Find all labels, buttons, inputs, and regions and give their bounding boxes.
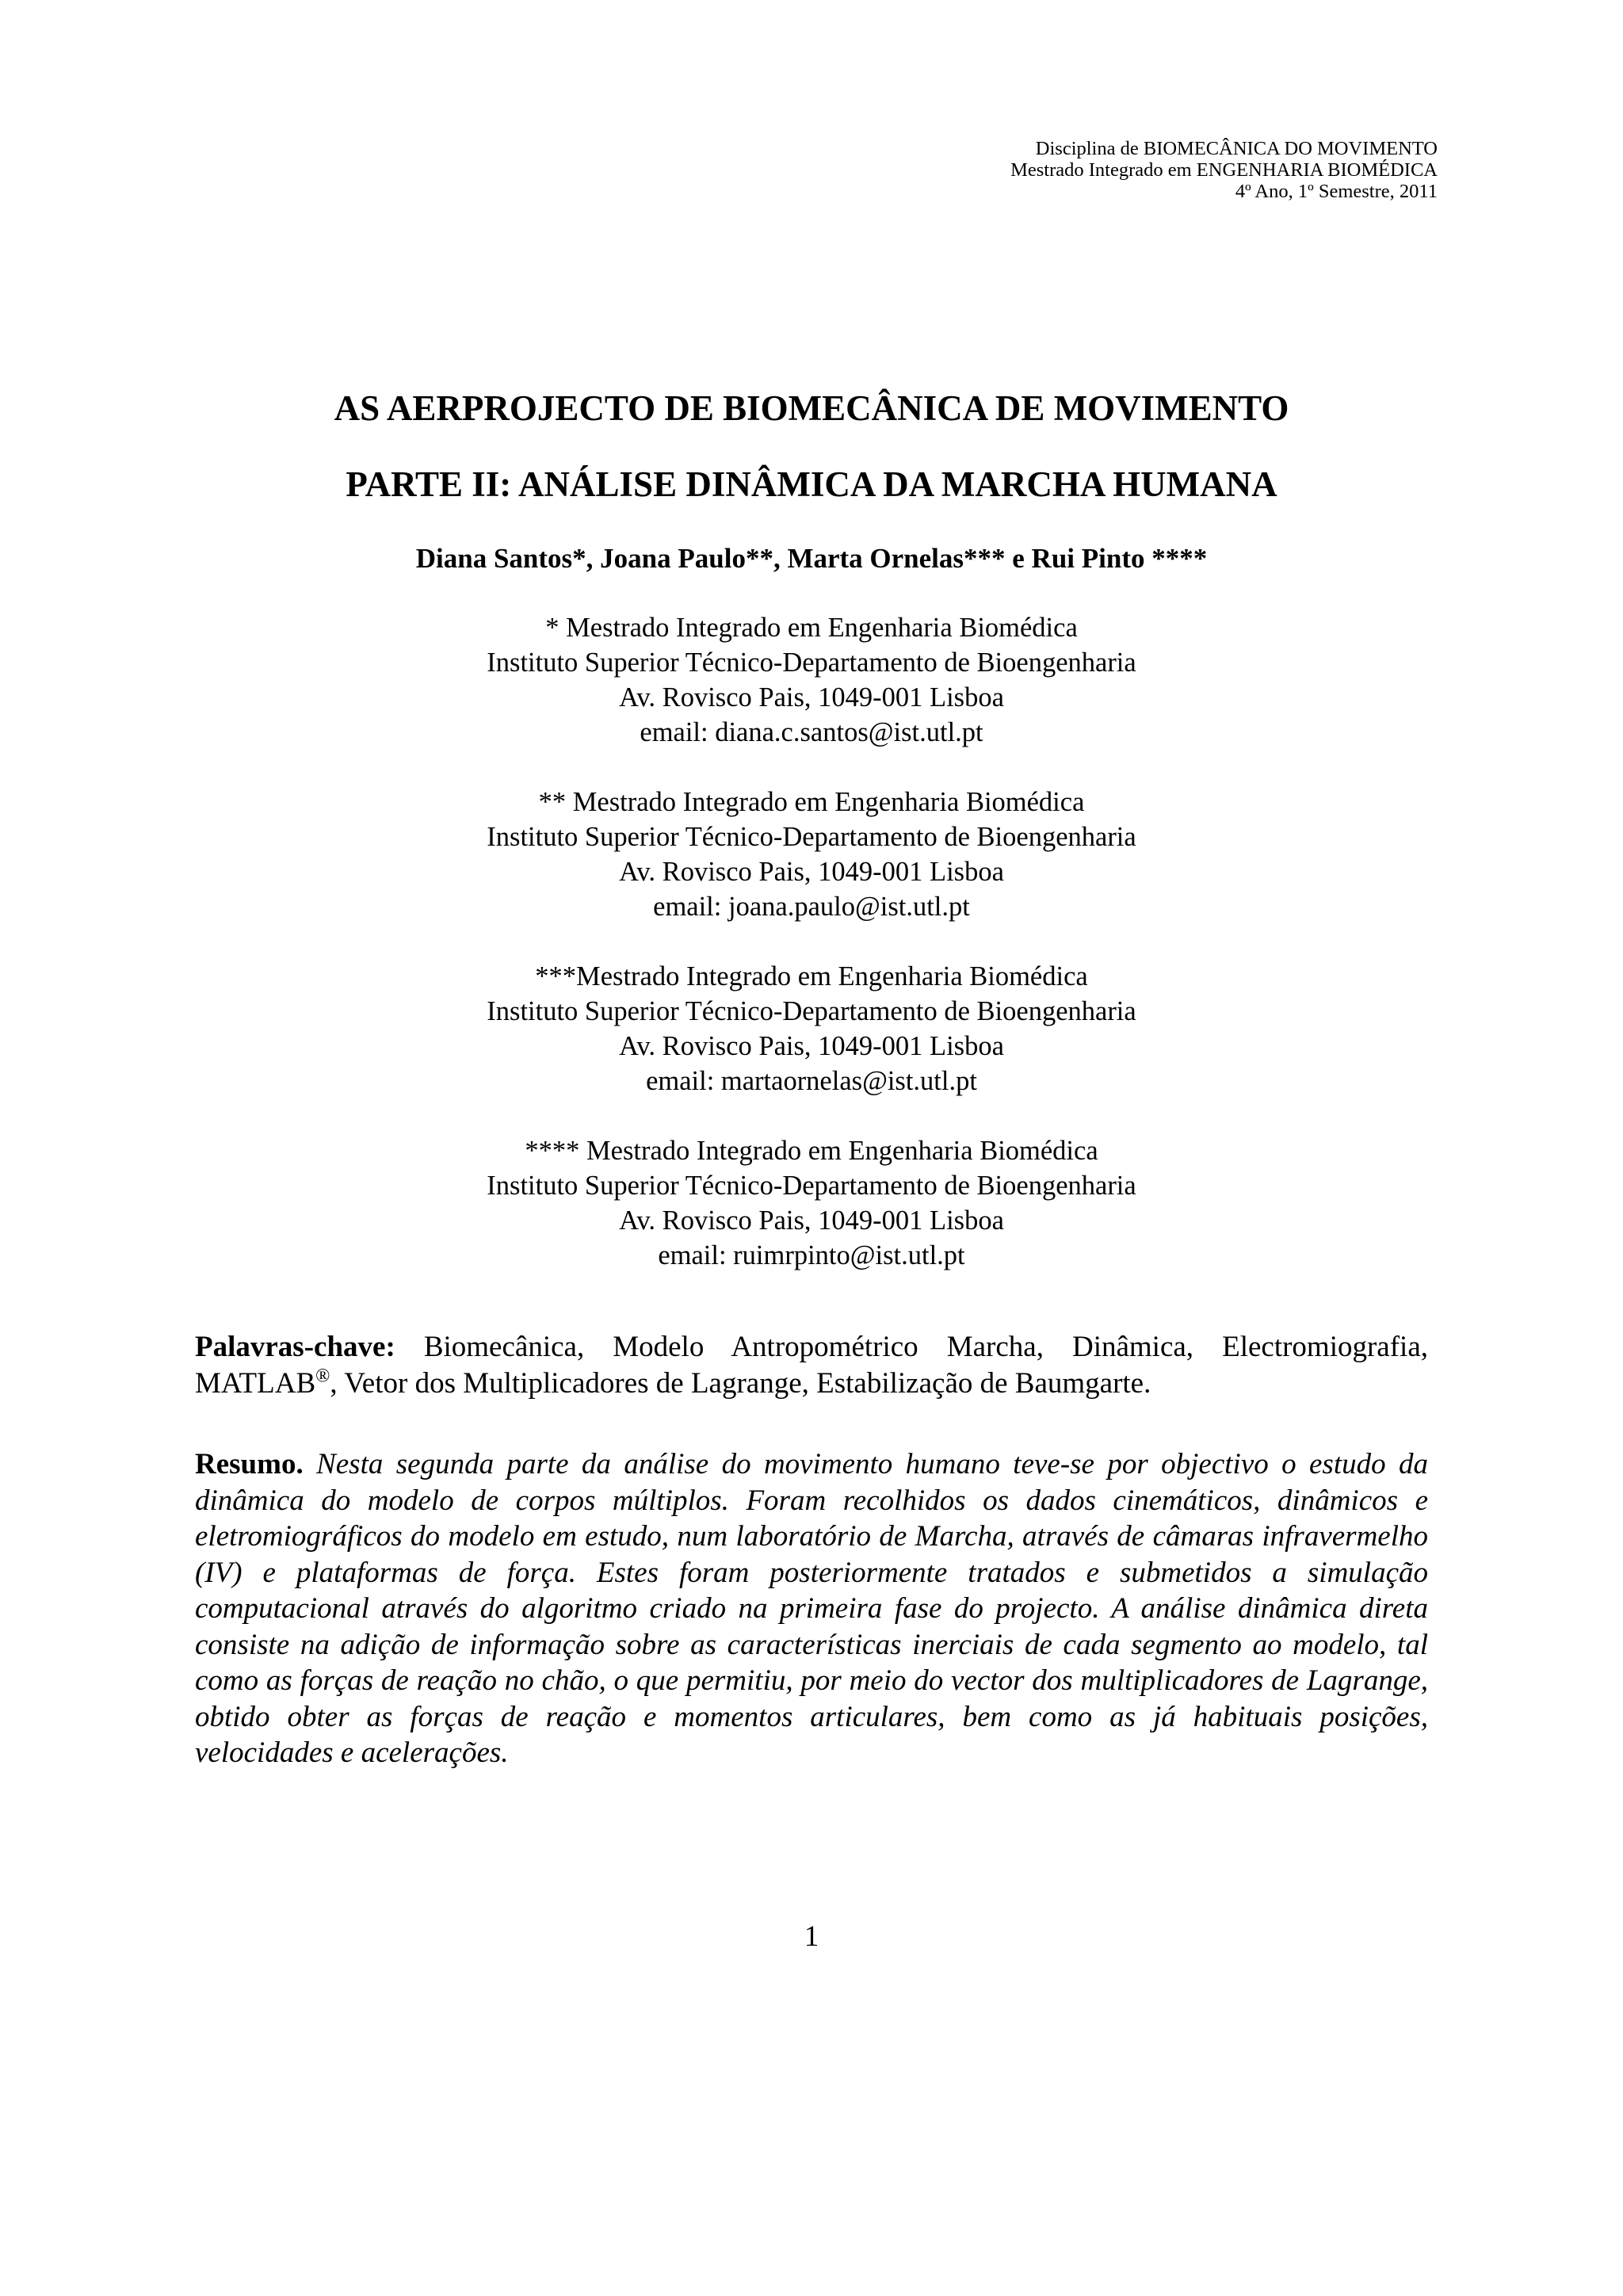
paper-title: AS AERPROJECTO DE BIOMECÂNICA DE MOVIMENTO [334, 388, 1289, 428]
affiliation-institute: Instituto Superior Técnico-Departamento de Bioengenharia [487, 1171, 1136, 1201]
affiliation-address: Av. Rovisco Pais, 1049-001 Lisboa [619, 682, 1004, 712]
affiliation-address: Av. Rovisco Pais, 1049-001 Lisboa [619, 857, 1004, 887]
header-program-line: Mestrado Integrado em ENGENHARIA BIOMÉDICA [1010, 159, 1438, 181]
page-number: 1 [804, 1920, 819, 1953]
affiliation-program: ***Mestrado Integrado em Engenharia Biomédica [535, 961, 1088, 991]
affiliation-block [0, 610, 1623, 750]
keywords-paragraph [195, 1329, 1428, 1402]
affiliation-program: ** Mestrado Integrado em Engenharia Biomédica [538, 787, 1085, 817]
header-year-line: 4º Ano, 1º Semestre, 2011 [1235, 181, 1438, 202]
affiliation-block [0, 1133, 1623, 1273]
registered-trademark-mark: ® [315, 1366, 330, 1387]
keywords-text-continued: , Vetor dos Multiplicadores de Lagrange, Estabilização de Baumgarte. [330, 1367, 1151, 1400]
affiliations [0, 610, 1623, 1308]
affiliation-program: **** Mestrado Integrado em Engenharia Biomédica [525, 1136, 1098, 1166]
affiliation-block [0, 959, 1623, 1098]
affiliation-address: Av. Rovisco Pais, 1049-001 Lisboa [619, 1205, 1004, 1236]
affiliation-institute: Instituto Superior Técnico-Departamento de Bioengenharia [487, 648, 1136, 678]
abstract-text: Nesta segunda parte da análise do movimento humano teve-se por objectivo o estudo da dinâmica do modelo de corpos múltiplos. Foram recolhidos os dados cinemáticos, dinâmicos e eletromiográficos do modelo em estudo, num laboratório de Marcha, através de câmaras infravermelho (IV) e plataformas de força. Estes foram posteriormente tratados e submetidos a simulação computacional através do algoritmo criado na primeira fase do projecto. A análise dinâmica direta consiste na adição de informação sobre as características inerciais de cada segmento ao modelo, tal como as forças de reação no chão, o que permitiu, por meio do vector dos multiplicadores de Lagrange, obtido obter as forças de reação e momentos articulares, bem como as já habituais posições, velocidades e acelerações. [195, 1448, 1428, 1769]
affiliation-email: email: joana.paulo@ist.utl.pt [653, 892, 970, 922]
author-list: Diana Santos*, Joana Paulo**, Marta Ornelas*** e Rui Pinto **** [415, 543, 1208, 574]
running-header [724, 138, 1438, 202]
affiliation-institute: Instituto Superior Técnico-Departamento de Bioengenharia [487, 822, 1136, 852]
abstract-paragraph [195, 1446, 1428, 1771]
affiliation-address: Av. Rovisco Pais, 1049-001 Lisboa [619, 1031, 1004, 1061]
affiliation-email: email: martaornelas@ist.utl.pt [646, 1066, 977, 1096]
affiliation-institute: Instituto Superior Técnico-Departamento de Bioengenharia [487, 996, 1136, 1026]
affiliation-program: * Mestrado Integrado em Engenharia Biomédica [545, 613, 1078, 643]
paper-subtitle: PARTE II: ANÁLISE DINÂMICA DA MARCHA HUMANA [346, 464, 1277, 504]
abstract-label: Resumo. [195, 1448, 304, 1480]
affiliation-block [0, 785, 1623, 924]
affiliation-email: email: ruimrpinto@ist.utl.pt [658, 1240, 965, 1270]
affiliation-email: email: diana.c.santos@ist.utl.pt [640, 717, 983, 747]
header-course-line: Disciplina de BIOMECÂNICA DO MOVIMENTO [1035, 138, 1438, 159]
keywords-label: Palavras-chave: [195, 1331, 395, 1363]
keywords-text: Biomecânica, Modelo Antropométrico Marcha, Dinâmica, Electromiografia, MATLAB [195, 1331, 1428, 1400]
